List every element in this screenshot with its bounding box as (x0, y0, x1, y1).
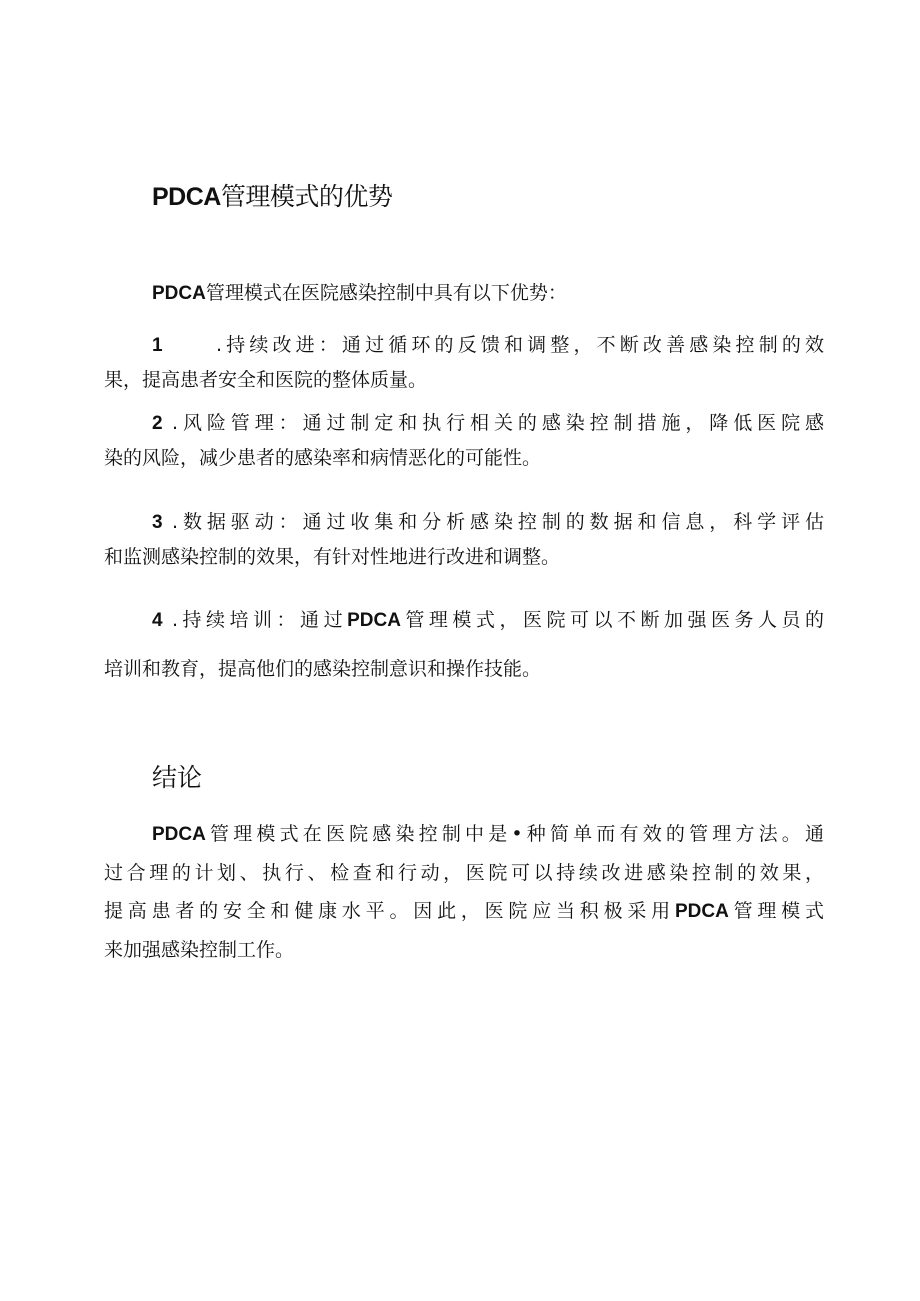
item-text: .风险管理：通过制定和执行相关的感染控制措施，降低医院感 (172, 412, 824, 434)
item-number: 2 (152, 413, 163, 434)
conclusion-latin: PDCA (674, 901, 729, 922)
item-text: 果，提高患者安全和医院的整体质量。 (104, 369, 428, 391)
item-text: 管理模式，医院可以不断加强医务人员的 (400, 609, 824, 631)
conclusion-text: 管理模式在医院感染控制中是•种简单而有效的管理方法。通 (205, 823, 824, 845)
conclusion-text: 提高患者的安全和健康水平。因此，医院应当积极采用 (104, 900, 675, 922)
item-text: 染的风险，减少患者的感染率和病情恶化的可能性。 (104, 447, 542, 469)
conclusion-text: 过合理的计划、执行、检查和行动，医院可以持续改进感染控制的效果， (104, 862, 824, 884)
advantages-heading-latin: PDCA (152, 183, 221, 211)
intro-text: 管理模式在医院感染控制中具有以下优势： (205, 282, 567, 304)
advantages-intro (104, 276, 824, 311)
conclusion-latin: PDCA (152, 824, 206, 845)
item-text: 培训和教育，提高他们的感染控制意识和操作技能。 (104, 658, 542, 680)
item-latin: PDCA (347, 610, 401, 631)
intro-latin: PDCA (152, 283, 206, 304)
advantage-item-3 (104, 505, 824, 574)
item-number: 1 (152, 335, 163, 356)
item-number: 4 (152, 610, 163, 631)
item-text: .持续培训：通过 (172, 609, 348, 631)
advantage-item-1 (104, 328, 824, 397)
advantages-heading-text: 管理模式的优势 (220, 182, 393, 211)
advantages-heading (152, 180, 392, 214)
advantage-item-2 (104, 406, 824, 475)
item-text: 和监测感染控制的效果，有针对性地进行改进和调整。 (104, 546, 561, 568)
conclusion-text: 管理模式 (728, 900, 824, 922)
advantage-item-4 (104, 603, 824, 686)
conclusion-text: 来加强感染控制工作。 (104, 939, 295, 961)
conclusion-heading: 结论 (152, 763, 203, 792)
conclusion-paragraph (104, 815, 824, 969)
item-text: .持续改进：通过循环的反馈和调整，不断改善感染控制的效 (216, 334, 824, 356)
item-number: 3 (152, 512, 163, 533)
item-text: .数据驱动：通过收集和分析感染控制的数据和信息，科学评估 (172, 511, 824, 533)
